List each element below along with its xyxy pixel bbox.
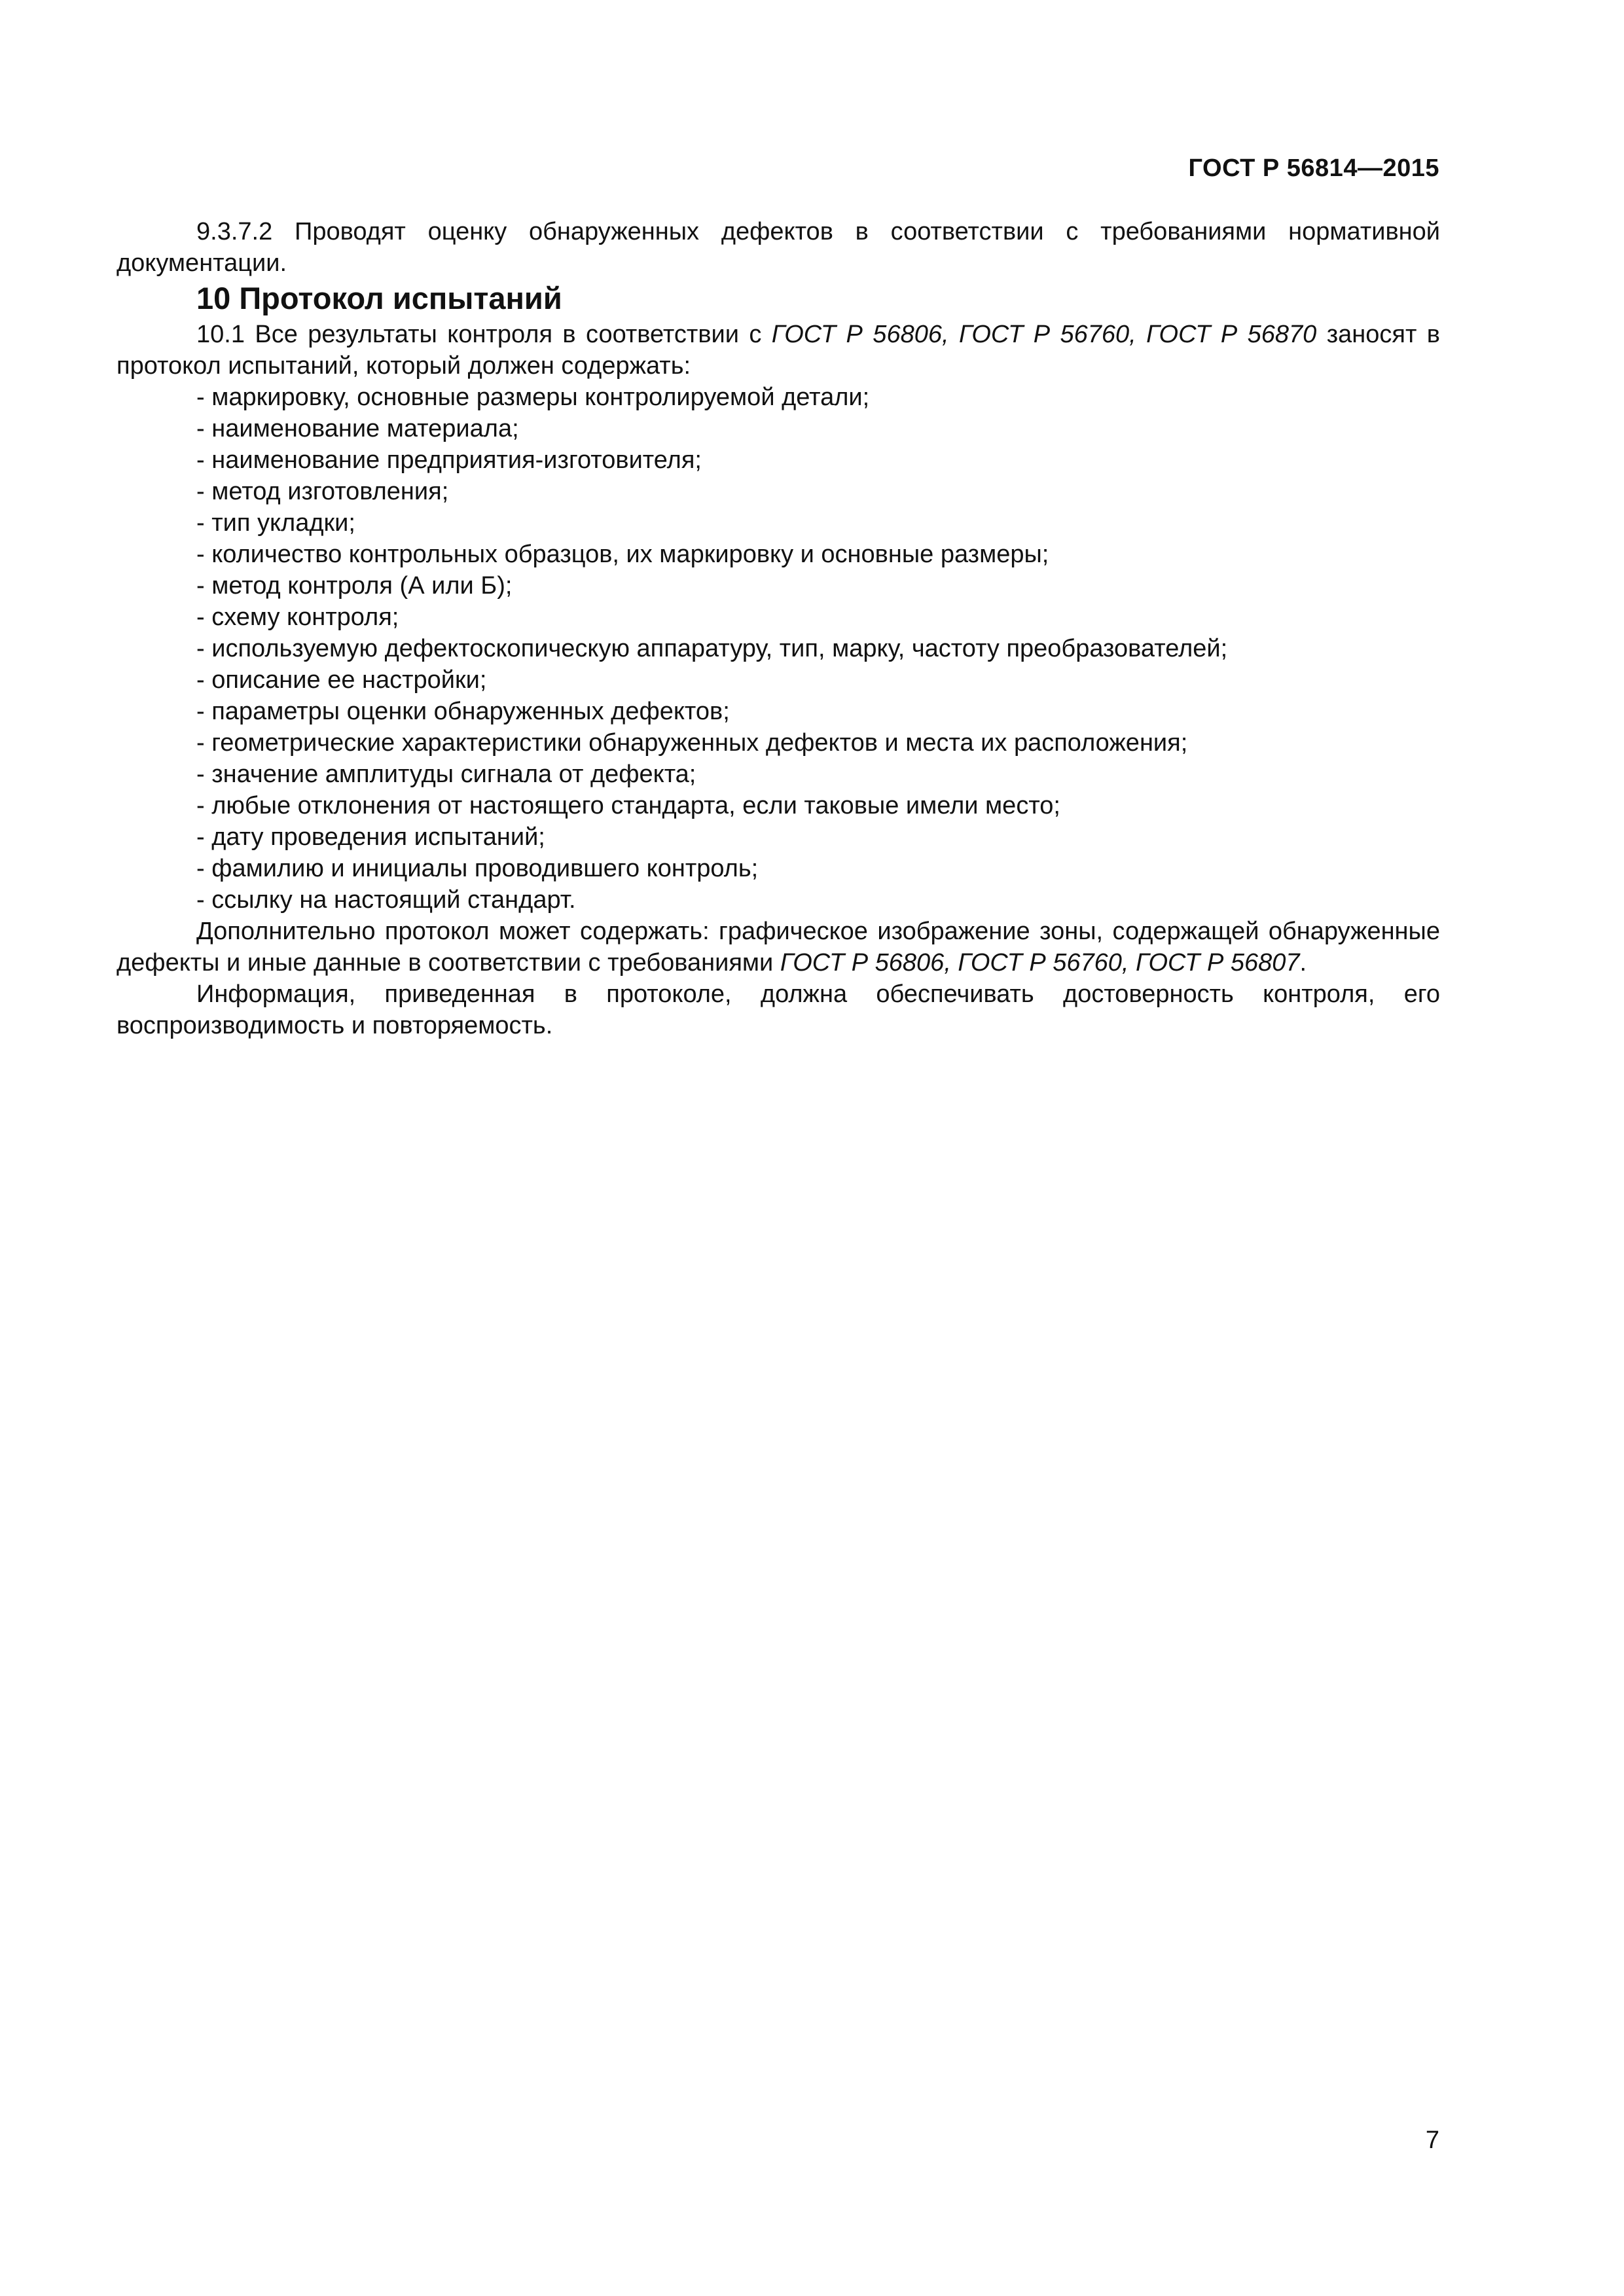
list-item: - геометрические характеристики обнаруженных дефектов и места их расположения; bbox=[196, 727, 1440, 759]
clause-10-1-lead: 10.1 Все результаты контроля в соответствии с bbox=[196, 321, 772, 348]
list-item: - фамилию и инициалы проводившего контроль; bbox=[196, 853, 1440, 884]
section-10-heading: 10 Протокол испытаний bbox=[196, 281, 562, 315]
additional-lead: Дополнительно протокол может содержать: графическое изображение зоны, содержащей обнаруженные дефекты и иные данные в соответствии с требованиями bbox=[117, 918, 1440, 977]
list-item: - маркировку, основные размеры контролируемой детали; bbox=[196, 382, 1440, 413]
list-item: - наименование предприятия-изготовителя; bbox=[196, 444, 1440, 476]
list-item: - значение амплитуды сигнала от дефекта; bbox=[196, 759, 1440, 790]
list-item: - параметры оценки обнаруженных дефектов; bbox=[196, 696, 1440, 727]
clause-9-3-7-2: 9.3.7.2 Проводят оценку обнаруженных дефектов в соответствии с требованиями нормативной документации. bbox=[117, 218, 1440, 277]
protocol-contents-list bbox=[117, 382, 1440, 916]
additional-content-paragraph bbox=[117, 916, 1440, 978]
list-item: - наименование материала; bbox=[196, 413, 1440, 444]
list-item: - схему контроля; bbox=[196, 601, 1440, 633]
information-paragraph: Информация, приведенная в протоколе, должна обеспечивать достоверность контроля, его воспроизводимость и повторяемость. bbox=[117, 980, 1440, 1039]
list-item: - метод контроля (А или Б); bbox=[196, 570, 1440, 601]
page-number: 7 bbox=[1425, 2126, 1439, 2154]
list-item: - метод изготовления; bbox=[196, 476, 1440, 507]
list-item: - используемую дефектоскопическую аппаратуру, тип, марку, частоту преобразователей; bbox=[196, 633, 1440, 664]
additional-refs: ГОСТ Р 56806, ГОСТ Р 56760, ГОСТ Р 56807 bbox=[780, 949, 1300, 977]
list-item: - количество контрольных образцов, их маркировку и основные размеры; bbox=[196, 539, 1440, 570]
additional-tail: . bbox=[1299, 949, 1307, 977]
list-item: - дату проведения испытаний; bbox=[196, 821, 1440, 853]
list-item: - описание ее настройки; bbox=[196, 664, 1440, 696]
document-code-header: ГОСТ Р 56814—2015 bbox=[1188, 154, 1439, 182]
list-item: - любые отклонения от настоящего стандарта, если таковые имели место; bbox=[196, 790, 1440, 821]
clause-10-1-refs: ГОСТ Р 56806, ГОСТ Р 56760, ГОСТ Р 56870 bbox=[771, 321, 1317, 348]
list-item: - ссылку на настоящий стандарт. bbox=[196, 884, 1440, 916]
list-item: - тип укладки; bbox=[196, 507, 1440, 539]
page-content bbox=[117, 216, 1440, 1041]
clause-10-1 bbox=[117, 319, 1440, 382]
clause-10-1-tail: заносят в протокол испытаний, который должен содержать: bbox=[117, 321, 1440, 380]
